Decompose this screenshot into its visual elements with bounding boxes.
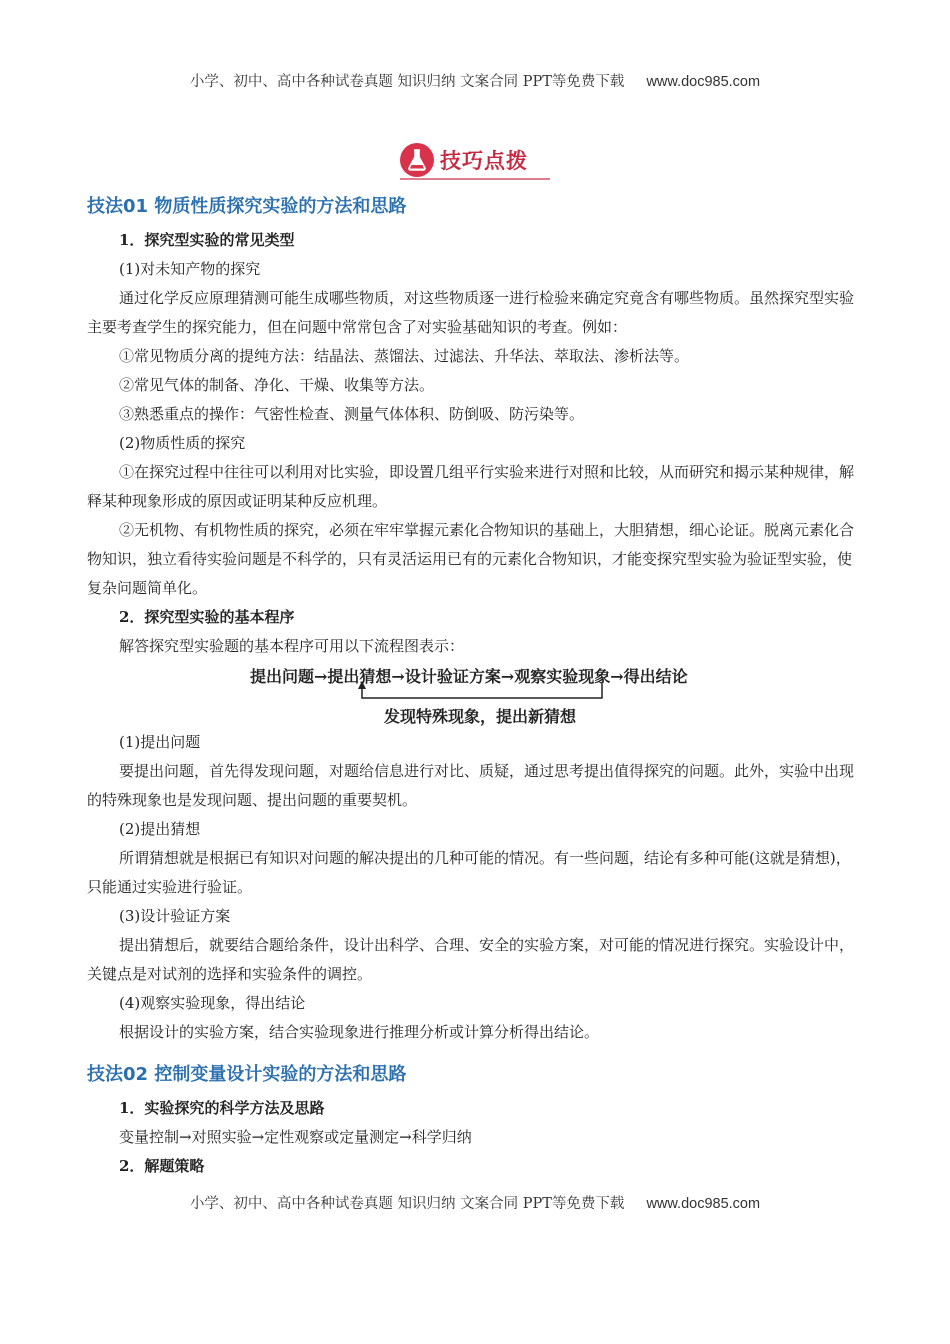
flowchart-steps: 提出问题→提出猜想→设计验证方案→观察实验现象→得出结论	[250, 667, 688, 686]
header-site[interactable]: www.doc985.com	[646, 74, 761, 90]
flask-icon	[400, 143, 434, 177]
paragraph-7: 提出猜想后，就要结合题给条件，设计出科学、合理、安全的实验方案，对可能的情况进行探究。实验设计中，关键点是对试剂的选择和实验条件的调控。	[87, 936, 855, 983]
footer-site[interactable]: www.doc985.com	[646, 1196, 761, 1212]
heading-1-2: 2．探究型实验的基本程序	[119, 608, 295, 626]
page-header	[0, 70, 950, 91]
badge-title: 技巧点拨	[440, 149, 528, 173]
sub-3: (1)提出问题	[119, 733, 201, 751]
sub-6: (4)观察实验现象，得出结论	[119, 994, 306, 1012]
paragraph-5: 要提出问题，首先得发现问题，对题给信息进行对比、质疑，通过思考提出值得探究的问题。此外，实验中出现的特殊现象也是发现问题、提出问题的重要契机。	[87, 762, 855, 809]
flowchart	[250, 664, 740, 730]
heading-2-2: 2．解题策略	[119, 1157, 205, 1175]
badge-underline	[400, 178, 550, 180]
sub-2: (2)物质性质的探究	[119, 434, 246, 452]
item-3: ③熟悉重点的操作：气密性检查、测量气体体积、防倒吸、防污染等。	[119, 405, 585, 423]
paragraph-3: ②无机物、有机物性质的探究，必须在牢牢掌握元素化合物知识的基础上，大胆猜想，细心论证。脱离元素化合物知识，独立看待实验问题是不科学的，只有灵活运用已有的元素化合物知识，才能变探究型实验为验证型实验，使复杂问题简单化。	[87, 521, 855, 597]
paragraph-2: ①在探究过程中往往可以利用对比实验，即设置几组平行实验来进行对照和比较，从而研究和揭示某种规律，解释某种现象形成的原因或证明某种反应机理。	[87, 463, 855, 510]
paragraph-2-1: 变量控制→对照实验→定性观察或定量测定→科学归纳	[119, 1128, 472, 1146]
sub-5: (3)设计验证方案	[119, 907, 231, 925]
sub-1: (1)对未知产物的探究	[119, 260, 261, 278]
header-text: 小学、初中、高中各种试卷真题 知识归纳 文案合同 PPT等免费下载	[189, 74, 625, 90]
section-badge	[400, 142, 528, 178]
section-title-2: 技法02 控制变量设计实验的方法和思路	[87, 1064, 407, 1085]
item-1: ①常见物质分离的提纯方法：结晶法、蒸馏法、过滤法、升华法、萃取法、渗析法等。	[119, 347, 690, 365]
paragraph-1: 通过化学反应原理猜测可能生成哪些物质，对这些物质逐一进行检验来确定究竟含有哪些物质。虽然探究型实验主要考查学生的探究能力，但在问题中常常包含了对实验基础知识的考查。例如：	[87, 289, 855, 336]
flowchart-feedback: 发现特殊现象，提出新猜想	[384, 707, 577, 726]
footer-text: 小学、初中、高中各种试卷真题 知识归纳 文案合同 PPT等免费下载	[189, 1196, 625, 1212]
page-footer	[0, 1192, 950, 1213]
paragraph-8: 根据设计的实验方案，结合实验现象进行推理分析或计算分析得出结论。	[119, 1023, 600, 1041]
heading-2-1: 1．实验探究的科学方法及思路	[119, 1099, 325, 1117]
sub-4: (2)提出猜想	[119, 820, 201, 838]
paragraph-4: 解答探究型实验题的基本程序可用以下流程图表示：	[119, 637, 465, 655]
paragraph-6: 所谓猜想就是根据已有知识对问题的解决提出的几种可能的情况。有一些问题，结论有多种可能(这就是猜想)，只能通过实验进行验证。	[87, 849, 851, 896]
section-title-1: 技法01 物质性质探究实验的方法和思路	[87, 196, 407, 217]
heading-1-1: 1．探究型实验的常见类型	[119, 231, 295, 249]
item-2: ②常见气体的制备、净化、干燥、收集等方法。	[119, 376, 435, 394]
